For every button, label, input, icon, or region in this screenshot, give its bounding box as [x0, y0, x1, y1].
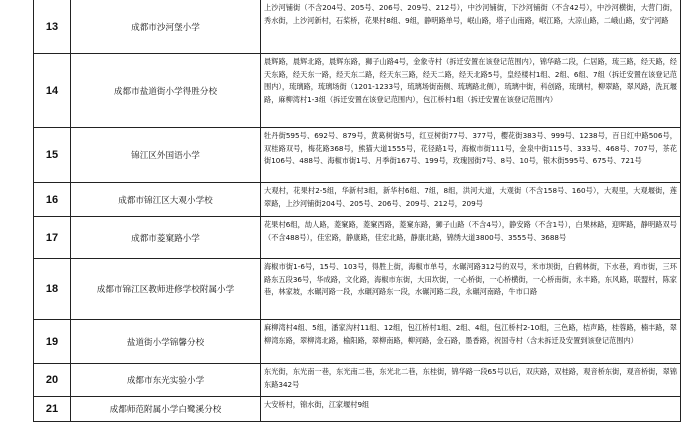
enrollment-area: 上沙河铺街（不含204号、205号、206号、209号、212号），中沙河铺街，下沙河铺街（不含42号），中沙河横街，大营门街，秀水街，上沙河新村，石桨桥，花果村8组、9组，静明路单号，岷山路，塔子山南路，岷江路，大凉山路，二峨山路，安宁河路 [264, 3, 677, 25]
school-name: 成都师范附属小学白鹭溪分校 [71, 397, 261, 421]
school-name: 成都市沙河堡小学 [71, 0, 261, 53]
enrollment-area: 大观村，花果村2-5组，华新村3组，新华村6组、7组，8组，洪河大道，大观街（不含158号、160号），大观里，大观堰街，莲翠路，上沙河铺街204号、205号、206号、209号、212号，209号 [264, 186, 677, 208]
row-number: 17 [34, 217, 71, 258]
enrollment-area: 麻柳湾村4组、5组，潘家沟村11组、12组，包江桥村1组、2组、4组，包江桥村2-10组，三色路，桔声路，桂蓉路，楠丰路，翠柳湾东路，翠柳湾北路，榆阳路，翠柳南路，柳河路，金石路，墨香路，祝国寺村（含未拆迁及安置到该登记范围内） [264, 323, 677, 345]
table-row [34, 397, 680, 422]
row-number: 20 [34, 364, 71, 396]
table-row [34, 54, 680, 128]
enrollment-area: 牡丹街595号、692号、879号，黄葛树街5号，红豆树街77号、377号，樱花街383号、999号、1238号，百日红中路506号，双桂路双号，梅花路368号，熊猫大道1555号，花径路1号，海椒市街111号，金泉中街115号、333号、468号、707号，茶花街106号、488号、海椒市街1号、月季街167号、199号，玫瑰园街7号、8号、10号，银木街595号、675号、721号 [264, 131, 677, 166]
school-name: 成都市锦江区教师进修学校附属小学 [71, 259, 261, 319]
school-name: 成都市菱窠路小学 [71, 217, 261, 258]
school-name: 锦江区外国语小学 [71, 128, 261, 182]
enrollment-area: 花果村6组，劼人路，菱窠路，菱窠西路，菱窠东路，狮子山路（不含4号），静安路（不含1号），白果林路，迎晖路，静明路双号（不含488号），佳宏路，静康路，佳宏北路，静康北路，锦绣大道3800号、3555号、3688号 [264, 220, 677, 242]
row-number: 13 [34, 0, 71, 53]
school-name: 成都市锦江区大观小学校 [71, 183, 261, 216]
table-row [34, 0, 680, 54]
enrollment-area: 晨辉路，晨辉北路，晨辉东路，狮子山路4号，金象寺村（拆迁安置在该登记范围内），锦华路二段，仁居路，琉三路，经天路，经天东路，经天东一路，经天东二路，经天东三路，经天二路，经天北路5号，皇经楼村1组、2组、6组、7组（拆迁安置在该登记范围内），琉璃路，琉璃场街（1201-1233号，琉璃场街南侧、琉璃路北侧），琉璃中街，科创路，琉璃村，柳翠路，翠风路，洗瓦堰路，麻柳湾村1-3组（拆迁安置在该登记范围内），包江桥村1组（拆迁安置在该登记范围内） [264, 57, 677, 104]
school-name: 成都市盐道街小学得胜分校 [71, 54, 261, 127]
table-row [34, 320, 680, 364]
enrollment-area: 大安桥村，锦水街，江家堰村9组 [264, 400, 370, 409]
table-row [34, 259, 680, 320]
school-name: 成都市东光实验小学 [71, 364, 261, 396]
row-number: 16 [34, 183, 71, 216]
row-number: 18 [34, 259, 71, 319]
school-name: 盐道街小学锦馨分校 [71, 320, 261, 363]
table-row [34, 128, 680, 183]
table-row [34, 364, 680, 397]
row-number: 15 [34, 128, 71, 182]
table-row [34, 183, 680, 217]
table-row [34, 217, 680, 259]
row-number: 19 [34, 320, 71, 363]
row-number: 14 [34, 54, 71, 127]
school-district-table [33, 0, 681, 422]
row-number: 21 [34, 397, 71, 421]
enrollment-area: 海椒市街1-6号，15号、103号，得胜上街，海椒市单号，水碾河路312号的双号，米市坝街，白鹤林街，下水巷，鸡市街，三环路东五段36号，华成路，文化路，海椒市东街，大田坎街，一心桥街，一心桥横街，一心桥南街，永丰路，东风路，联盟村，陈家巷，林家坡，水碾河路一段，水碾河路东一段，水碾河路二段，永碾河南路，牛市口路 [264, 262, 677, 297]
enrollment-area: 东光街，东光南一巷，东光南二巷，东光北二巷，东桂街，锦华路一段65号以后，双庆路，双桂路，观音桥东街，观音桥街，翠锦东路342号 [264, 367, 677, 389]
